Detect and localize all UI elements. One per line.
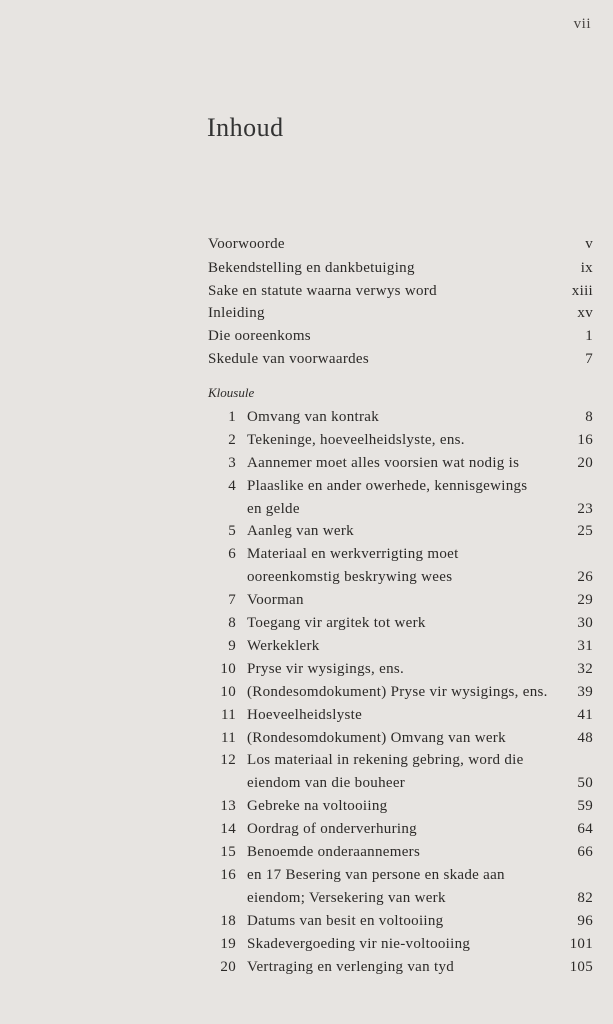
clause-page: 101 (569, 936, 593, 952)
toc-entry-page: ix (580, 260, 593, 276)
clause-entry (210, 910, 593, 932)
clause-page: 64 (577, 821, 593, 837)
clause-number: 2 (228, 432, 236, 448)
toc-entry-page: xv (577, 305, 593, 321)
clause-page: 96 (577, 913, 593, 929)
clause-title: eiendom; Versekering van werk (247, 890, 446, 906)
clause-title: Oordrag of onderverhuring (247, 821, 417, 837)
clause-title: eiendom van die bouheer (247, 775, 406, 791)
clause-entry-continuation (210, 498, 593, 520)
toc-entry-title: Sake en statute waarna verwys word (208, 283, 437, 299)
clause-entry (210, 704, 593, 726)
clause-entry-continuation (210, 566, 593, 588)
clause-title: en 17 Besering van persone en skade aan (247, 867, 505, 883)
clause-number: 18 (220, 913, 236, 929)
clause-title: Plaaslike en ander owerhede, kennisgewings (247, 478, 528, 494)
clause-entry-continuation (210, 772, 593, 794)
page-title: Inhoud (207, 113, 284, 142)
clause-title: Aanleg van werk (247, 523, 354, 539)
clause-entry (210, 589, 593, 611)
clause-page: 48 (577, 730, 593, 746)
toc-entry-title: Inleiding (208, 305, 265, 321)
clause-title: (Rondesomdokument) Pryse vir wysigings, ens. (247, 684, 548, 700)
clause-entry (210, 520, 593, 542)
clause-number: 16 (220, 867, 236, 883)
clause-page: 20 (577, 455, 593, 471)
clause-number: 15 (220, 844, 236, 860)
clause-page: 31 (577, 638, 593, 654)
clause-title: Skadevergoeding vir nie-voltooiing (247, 936, 471, 952)
clause-title: Datums van besit en voltooiing (247, 913, 444, 929)
toc-entry (208, 233, 593, 255)
clause-title: Los materiaal in rekening gebring, word die (247, 752, 524, 768)
clause-page: 30 (577, 615, 593, 631)
clause-title: ooreenkomstig beskrywing wees (247, 569, 453, 585)
clause-title: Voorman (247, 592, 304, 608)
clause-page: 16 (577, 432, 593, 448)
clause-entry (210, 429, 593, 451)
clause-entry-continuation (210, 887, 593, 909)
clause-page: 66 (577, 844, 593, 860)
clause-number: 6 (228, 546, 236, 562)
toc-entry-page: xiii (571, 283, 593, 299)
clause-title: Hoeveelheidslyste (247, 707, 363, 723)
clause-title: Aannemer moet alles voorsien wat nodig is (247, 455, 520, 471)
clause-entry (210, 956, 593, 978)
clause-entry (210, 795, 593, 817)
clause-number: 14 (220, 821, 236, 837)
clause-entry (210, 658, 593, 680)
clause-number: 1 (228, 409, 236, 425)
clause-title: en gelde (247, 501, 300, 517)
clause-number: 12 (220, 752, 236, 768)
clause-number: 10 (220, 661, 236, 677)
clause-page: 29 (577, 592, 593, 608)
section-heading: Klousule (208, 385, 255, 400)
toc-entry-page: 7 (585, 351, 593, 367)
clause-page: 59 (577, 798, 593, 814)
clause-entry (210, 543, 593, 565)
clause-page: 39 (577, 684, 593, 700)
clause-entry (210, 475, 593, 497)
clause-title: Werkeklerk (247, 638, 320, 654)
clause-title: Materiaal en werkverrigting moet (247, 546, 459, 562)
clause-entry (210, 681, 593, 703)
clause-title: (Rondesomdokument) Omvang van werk (247, 730, 506, 746)
clause-title: Gebreke na voltooiing (247, 798, 388, 814)
toc-entry-title: Bekendstelling en dankbetuiging (208, 260, 415, 276)
clause-entry (210, 864, 593, 886)
toc-entry (208, 302, 593, 324)
clause-entry (210, 841, 593, 863)
toc-entry (208, 348, 593, 370)
clause-number: 20 (220, 959, 236, 975)
toc-entry-page: 1 (585, 328, 593, 344)
toc-entry (208, 280, 593, 302)
clause-title: Pryse vir wysigings, ens. (247, 661, 405, 677)
clause-entry (210, 406, 593, 428)
toc-entry (208, 257, 593, 279)
clause-number: 13 (220, 798, 236, 814)
clause-title: Vertraging en verlenging van tyd (247, 959, 455, 975)
clause-entry (210, 452, 593, 474)
clause-number: 19 (220, 936, 236, 952)
clause-entry (210, 635, 593, 657)
clause-title: Omvang van kontrak (247, 409, 380, 425)
clause-entry (210, 727, 593, 749)
toc-entry-title: Skedule van voorwaardes (208, 351, 370, 367)
page-number: vii (573, 16, 591, 32)
clause-page: 41 (577, 707, 593, 723)
clause-page: 82 (577, 890, 593, 906)
toc-entry-title: Die ooreenkoms (208, 328, 311, 344)
clause-number: 7 (228, 592, 236, 608)
clause-number: 3 (228, 455, 236, 471)
clause-number: 5 (228, 523, 236, 539)
clause-page: 32 (577, 661, 593, 677)
clause-page: 105 (569, 959, 593, 975)
clause-title: Benoemde onderaannemers (247, 844, 421, 860)
clause-page: 23 (577, 501, 593, 517)
clause-number: 11 (220, 730, 236, 746)
clause-number: 10 (220, 684, 236, 700)
clause-page: 25 (577, 523, 593, 539)
clause-title: Tekeninge, hoeveelheidslyste, ens. (247, 432, 465, 448)
toc-entry-title: Voorwoorde (208, 236, 285, 252)
clause-number: 9 (228, 638, 236, 654)
clause-number: 8 (228, 615, 236, 631)
clause-page: 50 (577, 775, 593, 791)
clause-page: 8 (585, 409, 593, 425)
clause-entry (210, 749, 593, 771)
clause-entry (210, 818, 593, 840)
clause-number: 4 (228, 478, 236, 494)
clause-number: 11 (220, 707, 236, 723)
toc-entry (208, 325, 593, 347)
clause-page: 26 (577, 569, 593, 585)
toc-entry-page: v (585, 236, 593, 252)
clause-title: Toegang vir argitek tot werk (247, 615, 426, 631)
clause-entry (210, 933, 593, 955)
clause-entry (210, 612, 593, 634)
